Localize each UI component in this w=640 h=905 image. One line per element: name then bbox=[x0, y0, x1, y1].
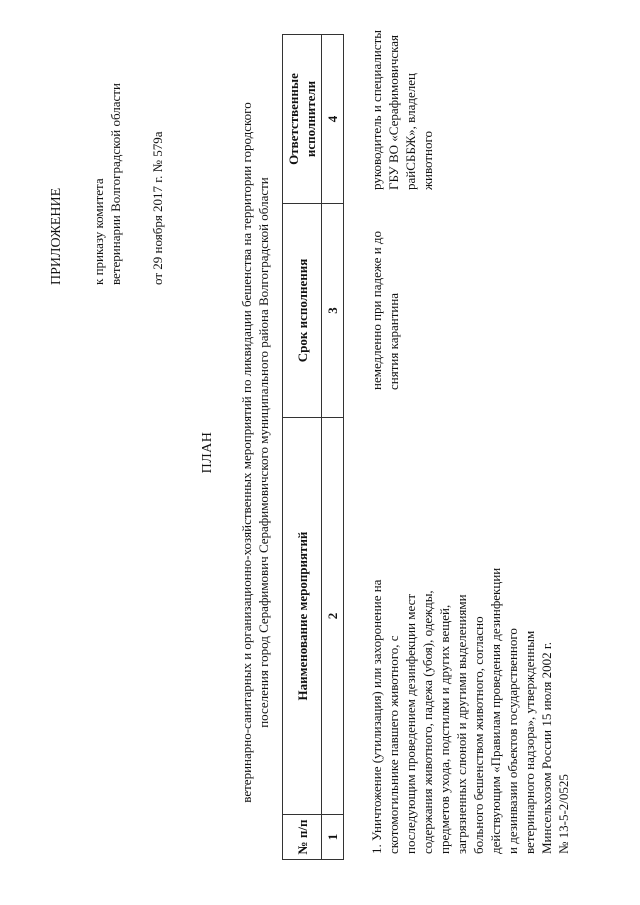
table-header-row bbox=[283, 35, 322, 860]
subtitle-line: поселения город Серафимович Серафимовичского муниципального района Волгоградской области bbox=[256, 177, 271, 728]
responsible-cell bbox=[368, 30, 436, 190]
plan-table bbox=[282, 34, 344, 860]
table-numbering-row bbox=[322, 35, 344, 860]
subtitle-line: ветеринарно-санитарных и организационно-хозяйственных мероприятий по ликвидации бешенства на территории городского bbox=[239, 102, 254, 803]
header-responsible: Ответственные исполнители bbox=[283, 35, 322, 204]
header-term: Срок исполнения bbox=[283, 204, 322, 418]
term-line: немедленно при падеже и до bbox=[369, 230, 384, 390]
measure-line: и дезинвазии объектов государственного bbox=[505, 628, 520, 854]
responsible-line: руководитель и специалисты bbox=[369, 30, 384, 190]
plan-title: ПЛАН bbox=[200, 431, 215, 474]
header-number: № п/п bbox=[283, 815, 322, 860]
measure-line: последующим проведением дезинфекции мест bbox=[403, 593, 418, 854]
appendix-line: ветеринарии Волгоградской области bbox=[108, 83, 123, 285]
appendix-line: к приказу комитета bbox=[91, 178, 106, 285]
measure-line: действующим «Правилам проведения дезинфекции bbox=[488, 567, 503, 854]
measure-line: Минсельхозом России 15 июля 2002 г. bbox=[539, 642, 554, 854]
table-row bbox=[368, 30, 571, 860]
term-line: снятия карантина bbox=[386, 292, 401, 390]
measure-line: скотомогильнике павшего животного, с bbox=[386, 635, 401, 854]
column-number: 2 bbox=[322, 418, 344, 815]
appendix-block bbox=[48, 45, 166, 285]
measure-line: загрязненных слюной и другими выделениями bbox=[454, 594, 469, 854]
measure-line: ветеринарного надзора», утвержденным bbox=[522, 630, 537, 854]
appendix-date: от 29 ноября 2017 г. № 579а bbox=[150, 131, 165, 285]
appendix-heading: ПРИЛОЖЕНИЕ bbox=[49, 187, 64, 285]
measure-line: 1. Уничтожение (утилизация) или захоронение на bbox=[369, 579, 384, 854]
measure-line: содержания животного, падежа (убоя), одежды, bbox=[420, 590, 435, 854]
plan-subtitle bbox=[238, 30, 272, 875]
measure-line: больного бешенством животного, согласно bbox=[471, 616, 486, 854]
measure-line: предметов ухода, подстилки и других вещей, bbox=[437, 604, 452, 854]
measure-line: № 13-5-2/0525 bbox=[556, 774, 571, 854]
measure-cell bbox=[368, 442, 572, 854]
column-number: 3 bbox=[322, 204, 344, 418]
responsible-line: райСББЖ», владелец bbox=[403, 73, 418, 190]
column-number: 1 bbox=[322, 815, 344, 860]
term-cell bbox=[368, 190, 402, 390]
header-measure: Наименование мероприятий bbox=[283, 418, 322, 815]
responsible-line: ГБУ ВО «Серафимовичская bbox=[386, 34, 401, 190]
column-number: 4 bbox=[322, 35, 344, 204]
responsible-line: животного bbox=[420, 131, 435, 190]
